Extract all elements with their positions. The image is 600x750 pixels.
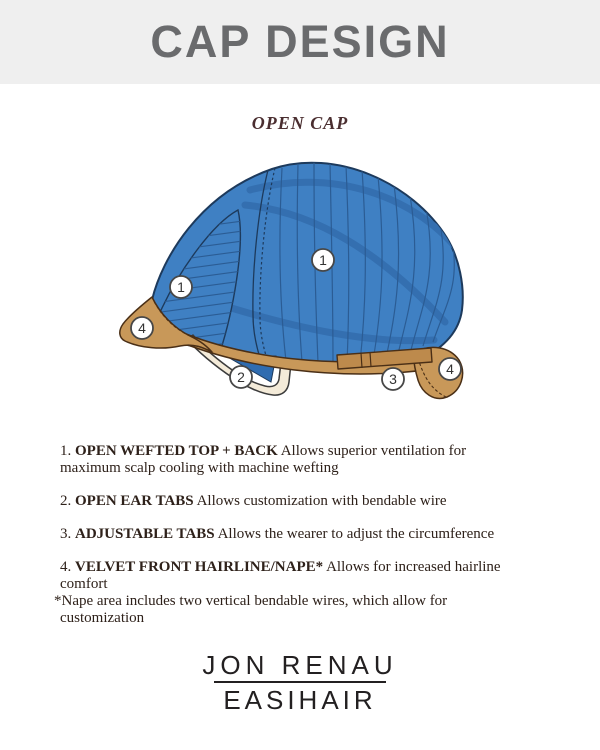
nape-footnote: *Nape area includes two vertical bendable wires, which allow for customization	[54, 593, 448, 626]
feature-title: OPEN EAR TABS	[75, 493, 194, 509]
logo-divider	[214, 681, 386, 683]
callout-front-weft	[170, 276, 192, 298]
callout-ear-tab	[230, 366, 252, 388]
callout-adjustable-tab	[382, 368, 404, 390]
feature-item-2	[60, 493, 530, 510]
feature-number: 2.	[60, 493, 72, 509]
brand-name: JON RENAU	[202, 650, 398, 680]
feature-title: OPEN WEFTED TOP + BACK	[75, 443, 278, 459]
brand-logo	[0, 650, 600, 715]
feature-number: 4.	[60, 559, 72, 575]
svg-text:1: 1	[319, 252, 327, 268]
svg-text:4: 4	[138, 320, 146, 336]
feature-item-4	[54, 559, 530, 627]
feature-desc: Allows for increased hairline comfort	[60, 559, 501, 592]
feature-item-1	[60, 443, 530, 477]
feature-title: VELVET FRONT HAIRLINE/NAPE*	[75, 559, 324, 575]
feature-title: ADJUSTABLE TABS	[75, 526, 215, 542]
svg-text:4: 4	[446, 361, 454, 377]
cap-style-subtitle: OPEN CAP	[251, 113, 349, 133]
cap-diagram	[100, 150, 500, 430]
sub-brand-name: EASIHAIR	[223, 685, 377, 715]
callout-top-back	[312, 249, 334, 271]
callout-nape	[439, 358, 461, 380]
feature-desc: Allows customization with bendable wire	[196, 493, 447, 509]
feature-desc: Allows the wearer to adjust the circumference	[217, 526, 495, 542]
callout-hairline	[131, 317, 153, 339]
page-title: CAP DESIGN	[150, 16, 450, 67]
feature-number: 1.	[60, 443, 72, 459]
feature-number: 3.	[60, 526, 72, 542]
feature-item-3	[60, 526, 530, 543]
feature-list	[54, 443, 530, 643]
header-banner	[0, 0, 600, 84]
svg-text:3: 3	[389, 371, 397, 387]
svg-text:1: 1	[177, 279, 185, 295]
svg-text:2: 2	[237, 369, 245, 385]
feature-desc: Allows superior ventilation for maximum scalp cooling with machine wefting	[60, 443, 467, 476]
